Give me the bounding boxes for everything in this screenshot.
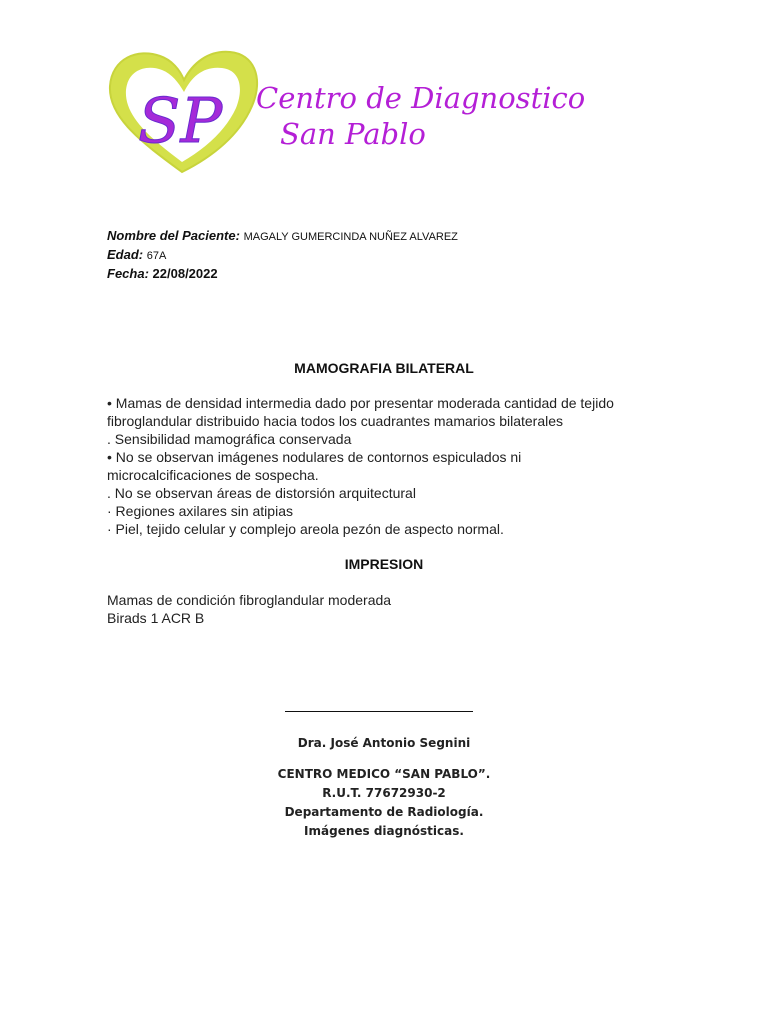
finding-line: • Mamas de densidad intermedia dado por presentar moderada cantidad de tejido xyxy=(107,395,614,411)
signature-details xyxy=(0,765,768,841)
signature-line xyxy=(285,711,473,712)
exam-date-value: 22/08/2022 xyxy=(152,266,218,281)
patient-age-row xyxy=(107,247,166,264)
finding-line: • No se observan imágenes nodulares de contornos espiculados ni xyxy=(107,449,522,465)
finding-line: . Sensibilidad mamográfica conservada xyxy=(107,431,352,447)
patient-name-row xyxy=(107,228,458,245)
patient-name-value: MAGALY GUMERCINDA NUÑEZ ALVAREZ xyxy=(243,231,458,243)
logo-monogram: SP xyxy=(138,84,223,157)
logo-title-line2: San Pablo xyxy=(280,117,426,151)
finding-line: · Regiones axilares sin atipias xyxy=(107,503,293,519)
impression-list xyxy=(107,591,667,627)
center-rut: R.U.T. 77672930-2 xyxy=(322,786,446,800)
impression-title: IMPRESION xyxy=(344,556,424,572)
finding-line: microcalcificaciones de sospecha. xyxy=(107,467,319,483)
doctor-name: Dra. José Antonio Segnini xyxy=(297,736,471,750)
department-name: Departamento de Radiología. xyxy=(284,805,484,819)
impression-line: Birads 1 ACR B xyxy=(107,610,205,626)
unit-name: Imágenes diagnósticas. xyxy=(304,824,464,838)
findings-list xyxy=(107,394,667,538)
exam-date-row xyxy=(107,266,218,282)
patient-age-label: Edad: xyxy=(107,247,144,262)
finding-line: fibroglandular distribuido hacia todos los cuadrantes mamarios bilaterales xyxy=(107,413,564,429)
patient-name-label: Nombre del Paciente: xyxy=(107,228,240,243)
medical-center-name: CENTRO MEDICO “SAN PABLO”. xyxy=(277,767,491,781)
exam-date-label: Fecha: xyxy=(107,266,149,281)
report-title: MAMOGRAFIA BILATERAL xyxy=(294,360,474,376)
patient-age-value: 67A xyxy=(146,250,167,262)
impression-line: Mamas de condición fibroglandular moderada xyxy=(107,592,392,608)
logo-title-line1: Centro de Diagnostico xyxy=(256,81,586,115)
finding-line: · Piel, tejido celular y complejo areola pezón de aspecto normal. xyxy=(107,521,504,537)
finding-line: . No se observan áreas de distorsión arquitectural xyxy=(107,485,416,501)
